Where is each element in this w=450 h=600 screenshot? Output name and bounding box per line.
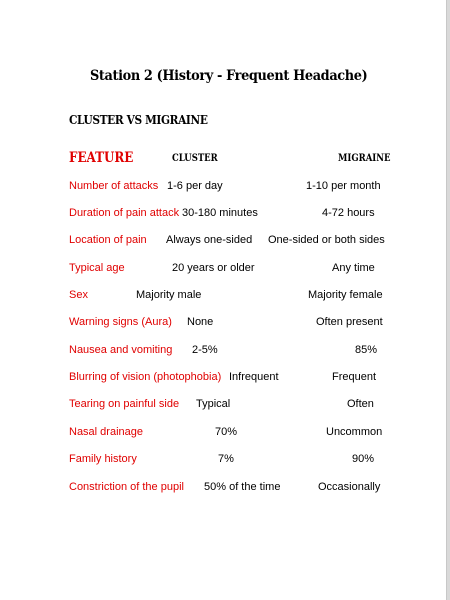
table-row [0,234,446,254]
page-title: Station 2 (History - Frequent Headache) [90,68,368,84]
migraine-value: Often present [316,316,383,328]
cluster-value: 50% of the time [204,481,281,493]
feature-label: Blurring of vision (photophobia) [69,371,222,383]
table-row [0,398,446,418]
column-header-feature: FEATURE [69,150,134,166]
cluster-value: Typical [196,398,231,410]
feature-label: Sex [69,289,88,301]
migraine-value: Frequent [332,371,377,383]
table-row [0,344,446,364]
migraine-value: Often [347,398,374,410]
table-row [0,481,446,501]
feature-label: Typical age [69,262,125,274]
migraine-value: One-sided or both sides [268,234,385,246]
cluster-value: 7% [218,453,234,465]
migraine-value: Occasionally [318,481,381,493]
section-subtitle: CLUSTER VS MIGRAINE [69,113,208,127]
feature-label: Tearing on painful side [69,398,180,410]
cluster-value: Always one-sided [166,234,253,246]
feature-label: Nasal drainage [69,426,143,438]
feature-label: Family history [69,453,137,465]
column-header-cluster: CLUSTER [172,153,218,164]
migraine-value: 4-72 hours [322,207,375,219]
cluster-value: 20 years or older [172,262,255,274]
migraine-value: Any time [332,262,375,274]
feature-label: Location of pain [69,234,147,246]
migraine-value: 1-10 per month [306,180,381,192]
table-row [0,180,446,200]
table-row [0,453,446,473]
cluster-value: 1-6 per day [167,180,223,192]
table-row [0,316,446,336]
table-row [0,426,446,446]
migraine-value: Uncommon [326,426,383,438]
table-row [0,371,446,391]
table-row [0,289,446,309]
cluster-value: 2-5% [192,344,218,356]
cluster-value: Infrequent [229,371,279,383]
migraine-value: 90% [352,453,375,465]
feature-label: Warning signs (Aura) [69,316,172,328]
feature-label: Duration of pain attack [69,207,180,219]
table-row [0,262,446,282]
cluster-value: None [187,316,214,328]
feature-label: Constriction of the pupil [69,481,184,493]
feature-label: Number of attacks [69,180,159,192]
column-header-migraine: MIGRAINE [338,153,391,164]
migraine-value: Majority female [308,289,383,301]
migraine-value: 85% [355,344,378,356]
table-row [0,207,446,227]
cluster-value: Majority male [136,289,202,301]
cluster-value: 70% [215,426,238,438]
cluster-value: 30-180 minutes [182,207,258,219]
feature-label: Nausea and vomiting [69,344,173,356]
